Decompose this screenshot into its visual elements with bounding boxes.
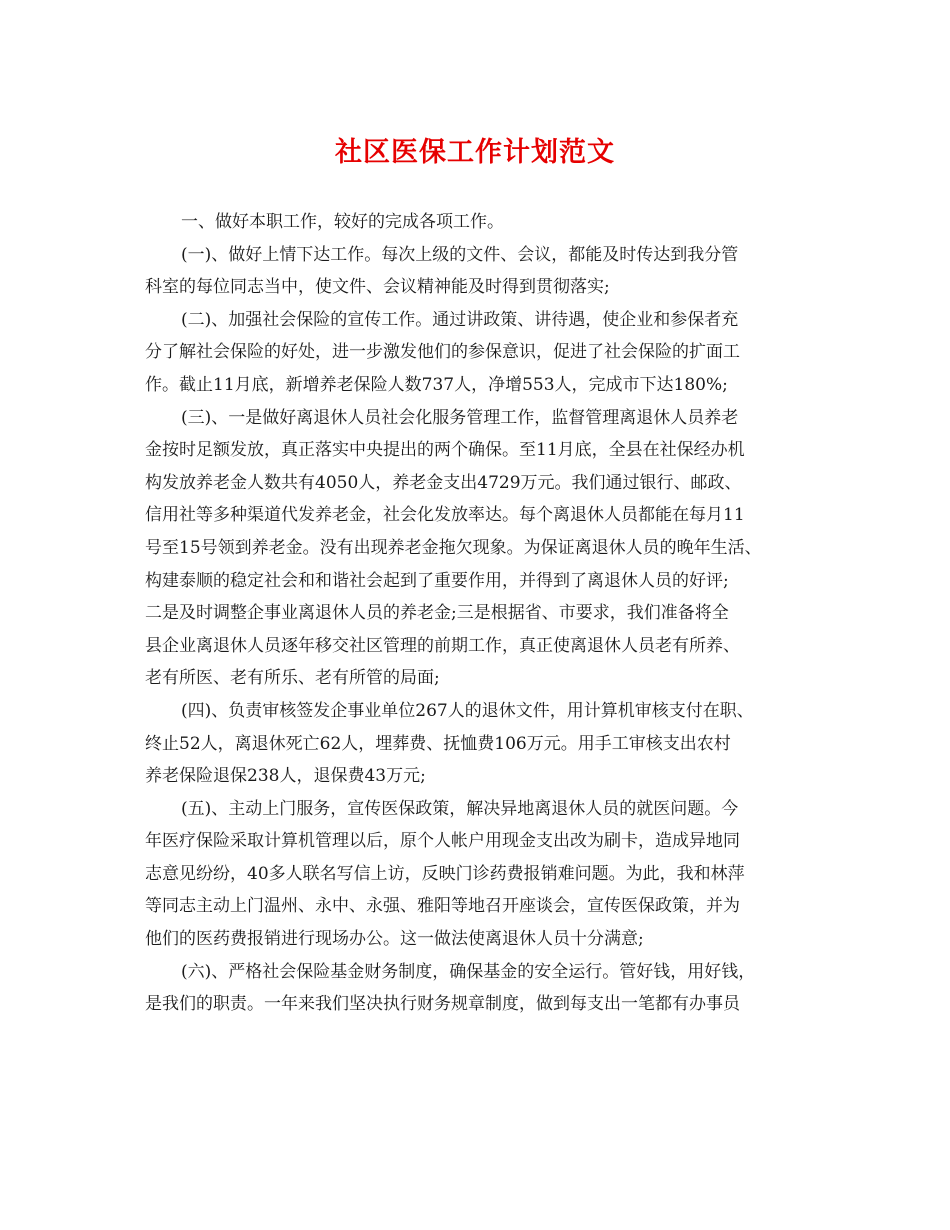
paragraph-line: (六)、严格社会保险基金财务制度，确保基金的安全运行。管好钱，用好钱， bbox=[181, 961, 756, 982]
paragraph-line: 号至15号领到养老金。没有出现养老金拖欠现象。为保证离退休人员的晚年生活、 bbox=[145, 537, 762, 558]
paragraph-line: 作。截止11月底，新增养老保险人数737人，净增553人，完成市下达180%; bbox=[145, 374, 728, 395]
paragraph-line: 信用社等多种渠道代发养老金，社会化发放率达。每个离退休人员都能在每月11 bbox=[145, 505, 745, 526]
paragraph-line: 构发放养老金人数共有4050人，养老金支出4729万元。我们通过银行、邮政、 bbox=[145, 472, 742, 493]
document-body bbox=[145, 206, 815, 1021]
paragraph-line: 他们的医药费报销进行现场办公。这一做法使离退休人员十分满意; bbox=[145, 929, 644, 950]
paragraph-line: 二是及时调整企事业离退休人员的养老金;三是根据省、市要求，我们准备将全 bbox=[145, 603, 729, 624]
paragraph-line: 老有所医、老有所乐、老有所管的局面; bbox=[145, 668, 440, 689]
paragraph-line: 是我们的职责。一年来我们坚决执行财务规章制度，做到每支出一笔都有办事员 bbox=[145, 994, 740, 1015]
paragraph-line: 科室的每位同志当中，使文件、会议精神能及时得到贯彻落实; bbox=[145, 277, 610, 298]
paragraph-line: 终止52人，离退休死亡62人，埋葬费、抚恤费106万元。用手工审核支出农村 bbox=[145, 733, 731, 754]
paragraph-line: 县企业离退休人员逐年移交社区管理的前期工作，真正使离退休人员老有所养、 bbox=[145, 635, 740, 656]
paragraph-line: 构建泰顺的稳定社会和和谐社会起到了重要作用，并得到了离退休人员的好评; bbox=[145, 570, 729, 591]
paragraph-line: (一)、做好上情下达工作。每次上级的文件、会议，都能及时传达到我分管 bbox=[181, 244, 739, 265]
paragraph-line: (五)、主动上门服务，宣传医保政策，解决异地离退休人员的就医问题。今 bbox=[181, 798, 739, 819]
paragraph-line: (三)、一是做好离退休人员社会化服务管理工作，监督管理离退休人员养老 bbox=[181, 407, 739, 428]
paragraph-line: (四)、负责审核签发企事业单位267人的退休文件，用计算机审核支付在职、 bbox=[181, 700, 754, 721]
paragraph-line: 志意见纷纷，40多人联名写信上访，反映门诊药费报销难问题。为此，我和林萍 bbox=[145, 863, 745, 884]
paragraph-line: 养老保险退保238人，退保费43万元; bbox=[145, 766, 426, 787]
paragraph-line: 等同志主动上门温州、永中、永强、雅阳等地召开座谈会，宣传医保政策，并为 bbox=[145, 896, 740, 917]
paragraph-line: 金按时足额发放，真正落实中央提出的两个确保。至11月底，全县在社保经办机 bbox=[145, 440, 745, 461]
paragraph-line: 分了解社会保险的好处，进一步激发他们的参保意识，促进了社会保险的扩面工 bbox=[145, 342, 740, 363]
paragraph-line: 年医疗保险采取计算机管理以后，原个人帐户用现金支出改为刷卡，造成异地同 bbox=[145, 831, 740, 852]
paragraph-line: (二)、加强社会保险的宣传工作。通过讲政策、讲待遇，使企业和参保者充 bbox=[181, 309, 739, 330]
paragraph-line: 一、做好本职工作，较好的完成各项工作。 bbox=[181, 212, 504, 232]
document-title: 社区医保工作计划范文 bbox=[335, 137, 615, 168]
